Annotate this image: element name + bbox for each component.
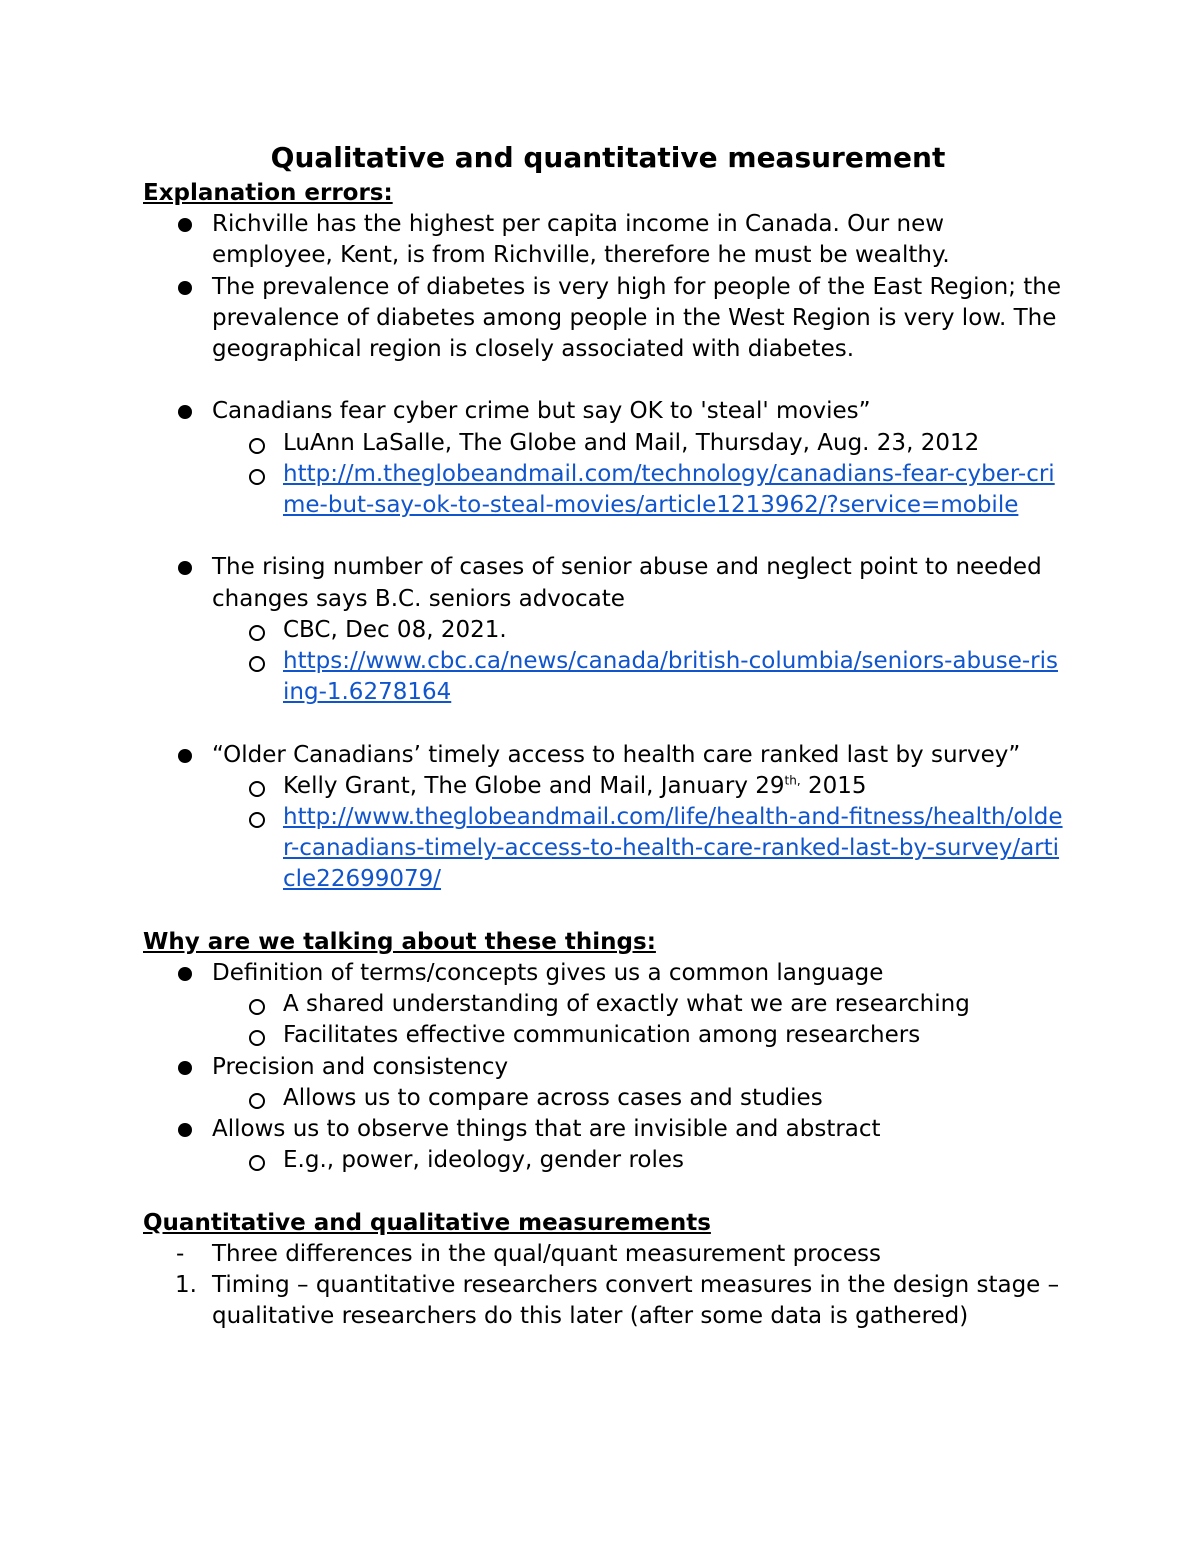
circle-bullet-icon (249, 1155, 265, 1171)
circle-bullet-icon (249, 469, 265, 485)
document-page (143, 138, 1063, 1332)
quant-qual-list (143, 1239, 1063, 1333)
sub-list-item-text: A shared understanding of exactly what we are researching (283, 991, 970, 1018)
bullet-icon (178, 405, 192, 419)
sub-list-item (212, 615, 1063, 646)
list-item-text: Timing – quantitative researchers convert measures in the design stage – qualitative researchers do this later (after some data is gathered) (212, 1272, 1060, 1330)
circle-bullet-icon (249, 1093, 265, 1109)
article-link[interactable]: http://www.theglobeandmail.com/life/health-and-fitness/health/older-canadians-timely-access-to-health-care-ranked-last-by-survey/article22699079/ (283, 804, 1063, 893)
sub-list-item-text: Facilitates effective communication among researchers (283, 1022, 921, 1049)
article-details (212, 428, 1063, 522)
article-list (143, 552, 1063, 708)
article-headline: “Older Canadians’ timely access to health care ranked last by survey” (212, 741, 1021, 768)
list-item (143, 958, 1063, 1052)
list-item-text: Richville has the highest per capita income in Canada. Our new employee, Kent, is from Richville, therefore he must be wealthy. (212, 211, 950, 269)
list-item (143, 209, 1063, 271)
sub-list-item (212, 1020, 1063, 1051)
sub-list-item-text: Allows us to compare across cases and studies (283, 1084, 823, 1111)
article-headline: Canadians fear cyber crime but say OK to 'steal' movies” (212, 398, 871, 425)
article-item (143, 740, 1063, 896)
sub-list-item (212, 428, 1063, 459)
dash-list-item (143, 1239, 1063, 1270)
why-list (143, 958, 1063, 1176)
sub-list-item (212, 989, 1063, 1020)
article-item (143, 396, 1063, 521)
list-item-text: Definition of terms/concepts gives us a common language (212, 960, 884, 987)
sub-list (212, 1083, 1063, 1114)
list-item (143, 1052, 1063, 1114)
sub-list-item (212, 459, 1063, 521)
list-item-text: The prevalence of diabetes is very high for people of the East Region; the prevalence of diabetes among people in the West Region is very low. The geographical region is closely associated with diabetes. (212, 273, 1062, 363)
article-link[interactable]: https://www.cbc.ca/news/canada/british-columbia/seniors-abuse-rising-1.6278164 (283, 648, 1058, 706)
list-item-text: Precision and consistency (212, 1053, 509, 1080)
sub-list (212, 1145, 1063, 1176)
bullet-icon (178, 1061, 192, 1075)
sub-list-item (212, 1145, 1063, 1176)
dash-marker: - (176, 1240, 185, 1267)
sub-list-item (212, 771, 1063, 802)
article-source-text: Kelly Grant, The Globe and Mail, January 29 (283, 772, 785, 799)
article-source: CBC, Dec 08, 2021. (283, 616, 507, 643)
sub-list-item (212, 646, 1063, 708)
article-item (143, 552, 1063, 708)
bullet-icon (178, 967, 192, 981)
section-heading-explanation-errors: Explanation errors: (143, 180, 393, 206)
circle-bullet-icon (249, 625, 265, 641)
page-title: Qualitative and quantitative measurement (270, 141, 946, 174)
explanation-errors-list (143, 209, 1063, 365)
sub-list (212, 989, 1063, 1051)
article-source (283, 773, 867, 799)
circle-bullet-icon (249, 812, 265, 828)
list-item-text: Allows us to observe things that are invisible and abstract (212, 1116, 881, 1143)
list-item-text: Three differences in the qual/quant measurement process (212, 1240, 882, 1267)
section-heading-quant-qual: Quantitative and qualitative measurements (143, 1209, 711, 1236)
article-headline: The rising number of cases of senior abuse and neglect point to needed changes says B.C. seniors advocate (212, 554, 1042, 612)
circle-bullet-icon (249, 438, 265, 454)
bullet-icon (178, 1123, 192, 1137)
circle-bullet-icon (249, 656, 265, 672)
list-item (143, 1114, 1063, 1176)
article-source: LuAnn LaSalle, The Globe and Mail, Thursday, Aug. 23, 2012 (283, 429, 980, 456)
sub-list-item-text: E.g., power, ideology, gender roles (283, 1147, 684, 1174)
article-list (143, 396, 1063, 521)
sub-list-item (212, 802, 1063, 896)
number-marker: 1. (175, 1272, 197, 1299)
ordinal-suffix: th, (784, 773, 801, 788)
article-details (212, 615, 1063, 709)
article-link[interactable]: http://m.theglobeandmail.com/technology/canadians-fear-cyber-crime-but-say-ok-to-steal-movies/article1213962/?service=mobile (283, 460, 1055, 519)
numbered-list-item (143, 1270, 1063, 1332)
circle-bullet-icon (249, 999, 265, 1015)
circle-bullet-icon (249, 781, 265, 797)
bullet-icon (178, 561, 192, 575)
article-source-year: 2015 (800, 772, 867, 799)
circle-bullet-icon (249, 1030, 265, 1046)
bullet-icon (178, 749, 192, 763)
bullet-icon (178, 218, 192, 232)
list-item (143, 272, 1063, 366)
article-list (143, 740, 1063, 896)
section-heading-why: Why are we talking about these things: (143, 928, 656, 955)
article-details (212, 771, 1063, 896)
sub-list-item (212, 1083, 1063, 1114)
bullet-icon (178, 281, 192, 295)
